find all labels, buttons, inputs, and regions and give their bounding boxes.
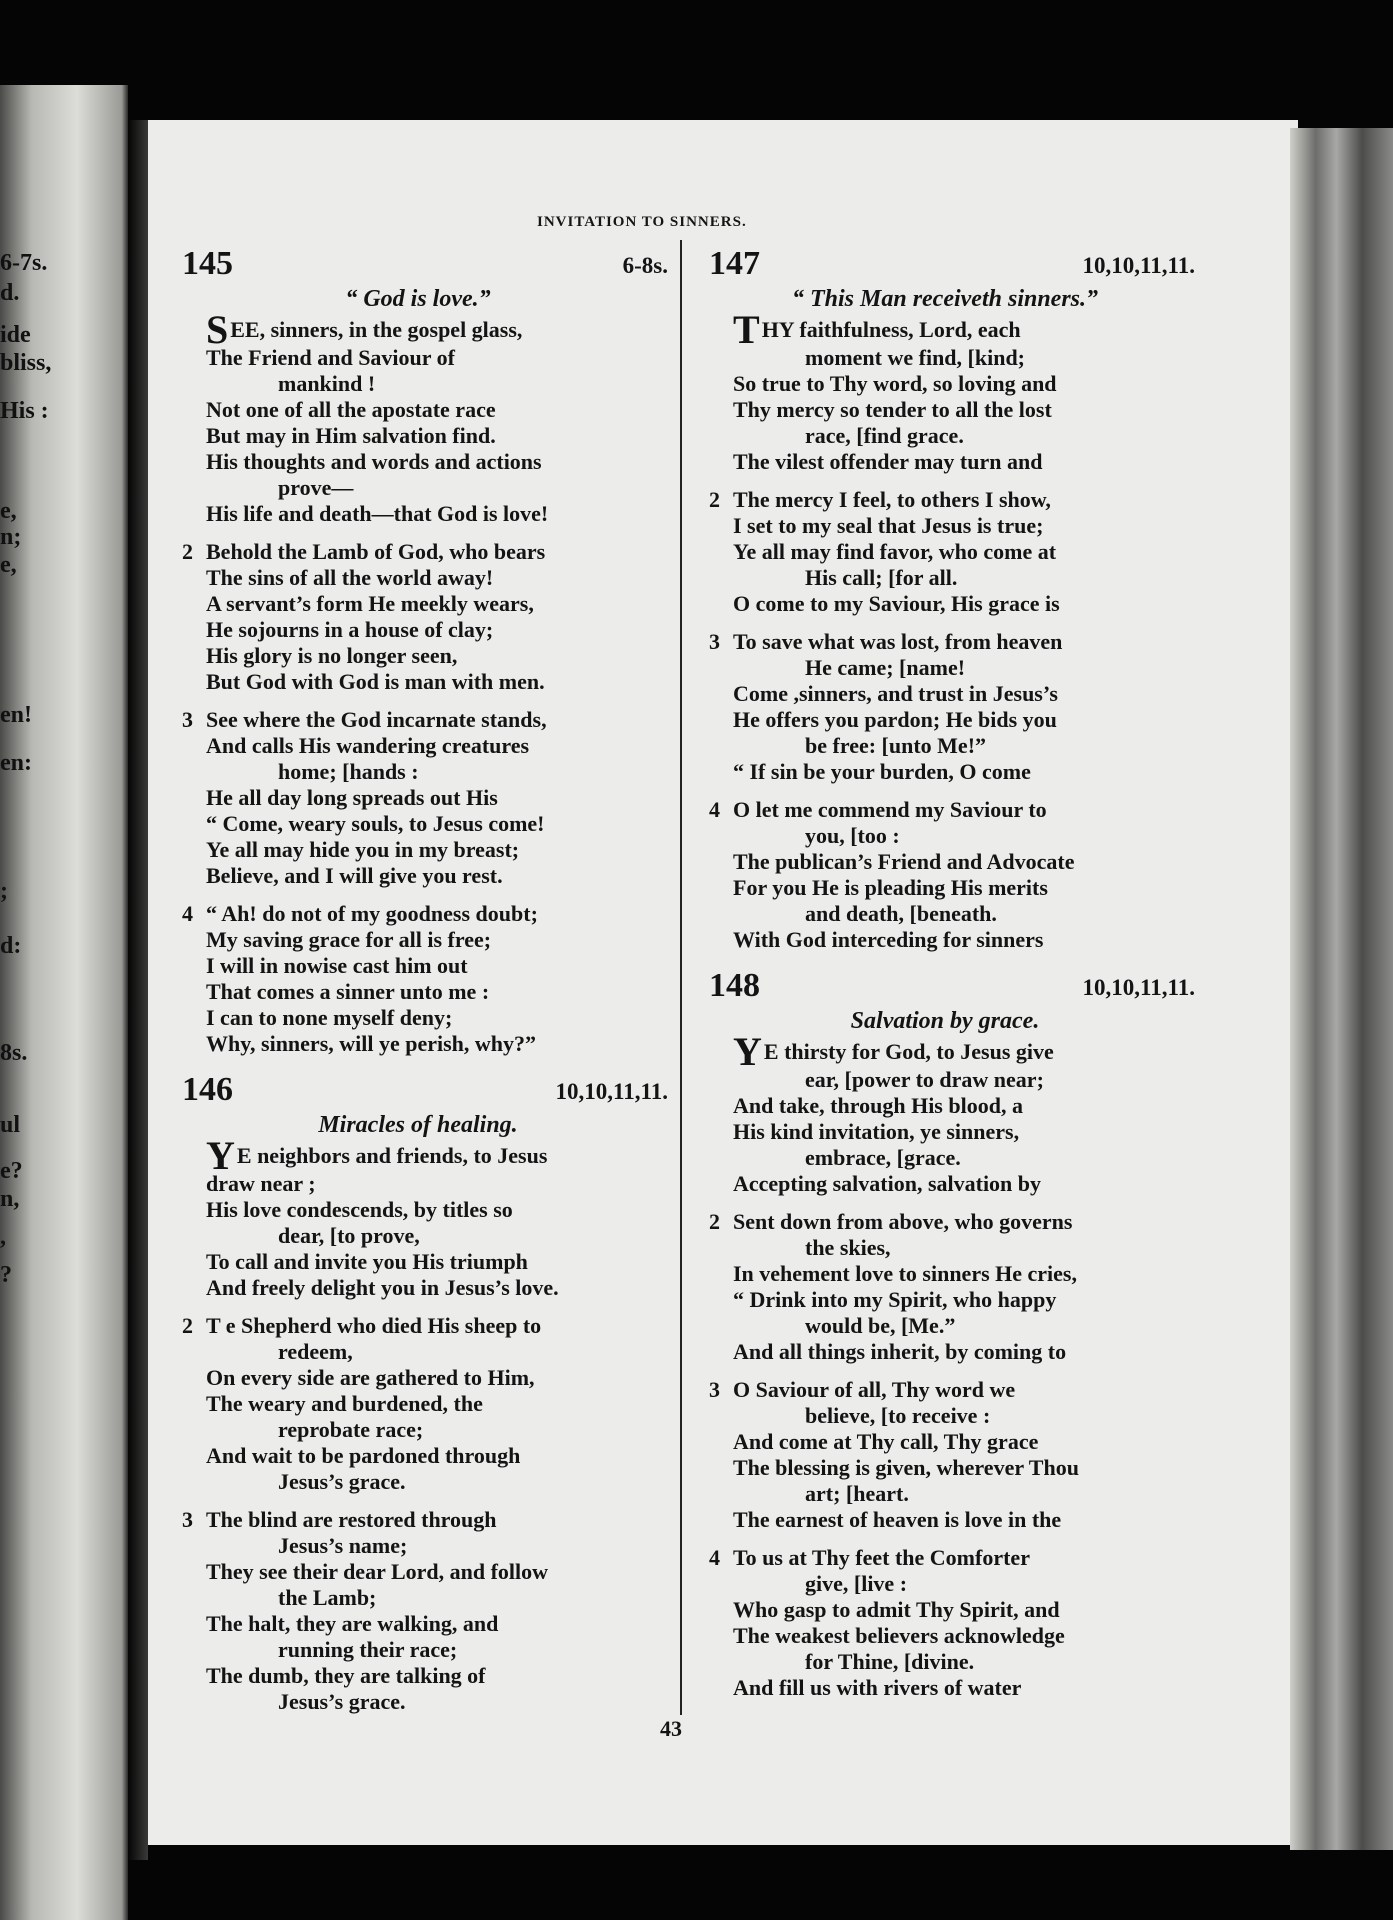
verse-line: He all day long spreads out His bbox=[206, 785, 498, 810]
stanza-number: 3 bbox=[182, 1507, 193, 1532]
verse-line: SEE, sinners, in the gospel glass, bbox=[206, 307, 523, 352]
hymn-meter: 6-8s. bbox=[622, 253, 668, 278]
verse-line: And wait to be pardoned through bbox=[206, 1443, 521, 1468]
verse-line: give, [live : bbox=[805, 1571, 908, 1596]
hymn-147 bbox=[695, 245, 1195, 953]
verse-line: Accepting salvation, salvation by bbox=[733, 1171, 1042, 1196]
verse-line: The Friend and Saviour of bbox=[206, 345, 455, 370]
verse-line: And calls His wandering creatures bbox=[206, 733, 530, 758]
stanza bbox=[695, 307, 1195, 475]
stanza bbox=[695, 1377, 1195, 1533]
left-margin-fragment: 8s. bbox=[0, 1040, 28, 1066]
hymn-meter: 10,10,11,11. bbox=[1082, 975, 1195, 1000]
verse-line: I set to my seal that Jesus is true; bbox=[733, 513, 1044, 538]
verse-line: But God with God is man with men. bbox=[206, 669, 545, 694]
verse-line: Jesus’s grace. bbox=[278, 1689, 406, 1714]
stanza-number: 4 bbox=[709, 1545, 720, 1570]
left-margin-fragment: bliss, bbox=[0, 350, 52, 376]
left-margin-fragment: e, bbox=[0, 552, 17, 578]
stanza-number: 2 bbox=[182, 539, 193, 564]
verse-line: The weary and burdened, the bbox=[206, 1391, 483, 1416]
verse-line: Not one of all the apostate race bbox=[206, 397, 496, 422]
left-margin-fragment: ide bbox=[0, 322, 31, 348]
verse-line: And freely delight you in Jesus’s love. bbox=[206, 1275, 559, 1300]
verse-line: His kind invitation, ye sinners, bbox=[733, 1119, 1020, 1144]
hymn-meter: 10,10,11,11. bbox=[555, 1079, 668, 1104]
verse-line: you, [too : bbox=[805, 823, 900, 848]
page-edge bbox=[1290, 128, 1393, 1850]
verse-line: On every side are gathered to Him, bbox=[206, 1365, 535, 1390]
left-margin-fragment: n; bbox=[0, 524, 22, 550]
verse-line: YE neighbors and friends, to Jesus bbox=[206, 1133, 548, 1178]
stanza-number: 2 bbox=[182, 1313, 193, 1338]
verse-line: art; [heart. bbox=[805, 1481, 909, 1506]
left-margin-fragment: ; bbox=[0, 878, 8, 904]
gutter-shadow bbox=[128, 120, 148, 1860]
hymn-header bbox=[168, 245, 668, 285]
verse-line: The earnest of heaven is love in the bbox=[733, 1507, 1062, 1532]
verse-line: The vilest offender may turn and bbox=[733, 449, 1043, 474]
verse-line: the Lamb; bbox=[278, 1585, 377, 1610]
drop-cap: Y bbox=[733, 1029, 762, 1074]
verse-line: His call; [for all. bbox=[805, 565, 958, 590]
left-margin-fragment: e? bbox=[0, 1158, 23, 1184]
hymn-meter: 10,10,11,11. bbox=[1082, 253, 1195, 278]
running-head: INVITATION TO SINNERS. bbox=[537, 214, 747, 230]
verse-line: T e Shepherd who died His sheep to bbox=[206, 1313, 542, 1338]
stanza bbox=[695, 1209, 1195, 1365]
verse-line: But may in Him salvation find. bbox=[206, 423, 496, 448]
verse-line: And fill us with rivers of water bbox=[733, 1675, 1022, 1700]
hymn-title: “ God is love.” bbox=[345, 286, 491, 312]
verse-line: running their race; bbox=[278, 1637, 458, 1662]
verse-line: I can to none myself deny; bbox=[206, 1005, 453, 1030]
hymn-header bbox=[168, 1071, 668, 1111]
verse-line: embrace, [grace. bbox=[805, 1145, 961, 1170]
verse-line: home; [hands : bbox=[278, 759, 419, 784]
stanza-number: 4 bbox=[182, 901, 193, 926]
page-number: 43 bbox=[660, 1716, 682, 1741]
verse-line: They see their dear Lord, and follow bbox=[206, 1559, 549, 1584]
verse-line: dear, [to prove, bbox=[278, 1223, 420, 1248]
hymn-number: 147 bbox=[709, 245, 760, 282]
verse-line: The sins of all the world away! bbox=[206, 565, 494, 590]
stanza bbox=[695, 797, 1195, 953]
verse-line: That comes a sinner unto me : bbox=[206, 979, 490, 1004]
verse-line: The weakest believers acknowledge bbox=[733, 1623, 1065, 1648]
verse-line: mankind ! bbox=[278, 371, 376, 396]
verse-line: “ Drink into my Spirit, who happy bbox=[733, 1287, 1057, 1312]
column-divider bbox=[680, 240, 682, 1715]
stanza bbox=[168, 1507, 668, 1715]
verse-line: In vehement love to sinners He cries, bbox=[733, 1261, 1077, 1286]
verse-line: The dumb, they are talking of bbox=[206, 1663, 486, 1688]
hymn-title: “ This Man receiveth sinners.” bbox=[791, 286, 1099, 312]
verse-line: The publican’s Friend and Advocate bbox=[733, 849, 1075, 874]
verse-line: Behold the Lamb of God, who bears bbox=[206, 539, 546, 564]
stanza-number: 4 bbox=[709, 797, 720, 822]
hymn-title: Salvation by grace. bbox=[850, 1008, 1040, 1034]
stanza bbox=[168, 707, 668, 889]
stanza bbox=[168, 307, 668, 527]
verse-line: His love condescends, by titles so bbox=[206, 1197, 513, 1222]
verse-line: He offers you pardon; He bids you bbox=[733, 707, 1057, 732]
verse-line: O Saviour of all, Thy word we bbox=[733, 1377, 1016, 1402]
stanza bbox=[695, 1545, 1195, 1701]
hymn-145 bbox=[168, 245, 668, 1057]
hymn-header bbox=[695, 245, 1195, 285]
verse-line: With God interceding for sinners bbox=[733, 927, 1044, 952]
left-margin-fragment: ? bbox=[0, 1262, 12, 1288]
verse-line: The blessing is given, wherever Thou bbox=[733, 1455, 1079, 1480]
verse-line: ear, [power to draw near; bbox=[805, 1067, 1044, 1092]
verse-line: race, [find grace. bbox=[805, 423, 964, 448]
verse-line: And take, through His blood, a bbox=[733, 1093, 1023, 1118]
verse-line: prove— bbox=[278, 475, 354, 500]
left-margin-fragment: d: bbox=[0, 933, 22, 959]
verse-line: would be, [Me.” bbox=[805, 1313, 956, 1338]
verse-line: He came; [name! bbox=[805, 655, 966, 680]
stanza bbox=[168, 539, 668, 695]
verse-line: YE thirsty for God, to Jesus give bbox=[733, 1029, 1054, 1074]
verse-line: Ye all may hide you in my breast; bbox=[206, 837, 520, 862]
stanza bbox=[168, 1313, 668, 1495]
stanza bbox=[695, 487, 1195, 617]
verse-line: To save what was lost, from heaven bbox=[733, 629, 1063, 654]
verse-line: “ Come, weary souls, to Jesus come! bbox=[206, 811, 545, 836]
left-margin-fragment: 6-7s. bbox=[0, 250, 48, 276]
verse-line: be free: [unto Me!” bbox=[805, 733, 987, 758]
hymn-header bbox=[695, 967, 1195, 1007]
verse-line: O let me commend my Saviour to bbox=[733, 797, 1047, 822]
left-column bbox=[168, 245, 668, 1729]
stanza bbox=[168, 1133, 668, 1301]
verse-line: And all things inherit, by coming to bbox=[733, 1339, 1067, 1364]
stanza bbox=[695, 629, 1195, 785]
verse-line: The halt, they are walking, and bbox=[206, 1611, 499, 1636]
left-margin-fragment: en: bbox=[0, 750, 32, 776]
right-column bbox=[695, 245, 1195, 1715]
verse-line: believe, [to receive : bbox=[805, 1403, 991, 1428]
drop-cap: Y bbox=[206, 1133, 235, 1178]
verse-line: Who gasp to admit Thy Spirit, and bbox=[733, 1597, 1060, 1622]
verse-line: So true to Thy word, so loving and bbox=[733, 371, 1057, 396]
hymn-148 bbox=[695, 967, 1195, 1701]
verse-line: Why, sinners, will ye perish, why?” bbox=[206, 1031, 537, 1056]
verse-line: To call and invite you His triumph bbox=[206, 1249, 528, 1274]
hymn-title: Miracles of healing. bbox=[318, 1112, 518, 1138]
verse-line: The mercy I feel, to others I show, bbox=[733, 487, 1051, 512]
verse-line: Jesus’s grace. bbox=[278, 1469, 406, 1494]
verse-line: redeem, bbox=[278, 1339, 353, 1364]
verse-line: His thoughts and words and actions bbox=[206, 449, 542, 474]
stanza-number: 3 bbox=[709, 629, 720, 654]
verse-line: moment we find, [kind; bbox=[805, 345, 1026, 370]
hymn-number: 146 bbox=[182, 1071, 233, 1108]
verse-line: Thy mercy so tender to all the lost bbox=[733, 397, 1052, 422]
verse-line: The blind are restored through bbox=[206, 1507, 497, 1532]
verse-line: for Thine, [divine. bbox=[805, 1649, 975, 1674]
verse-line: My saving grace for all is free; bbox=[206, 927, 492, 952]
verse-line: Sent down from above, who governs bbox=[733, 1209, 1073, 1234]
verse-line: Come ,sinners, and trust in Jesus’s bbox=[733, 681, 1058, 706]
verse-line: the skies, bbox=[805, 1235, 891, 1260]
left-margin-fragment: d. bbox=[0, 280, 20, 306]
verse-line: Believe, and I will give you rest. bbox=[206, 863, 503, 888]
verse-line: He sojourns in a house of clay; bbox=[206, 617, 494, 642]
stanza bbox=[695, 1029, 1195, 1197]
left-margin-fragment: en! bbox=[0, 702, 32, 728]
hymn-number: 148 bbox=[709, 967, 760, 1004]
left-margin-fragment: e, bbox=[0, 498, 17, 524]
verse-line: and death, [beneath. bbox=[805, 901, 997, 926]
verse-line: reprobate race; bbox=[278, 1417, 424, 1442]
stanza-number: 2 bbox=[709, 487, 720, 512]
verse-line: THY faithfulness, Lord, each bbox=[733, 307, 1021, 352]
verse-line: Ye all may find favor, who come at bbox=[733, 539, 1057, 564]
left-margin-fragment: ul bbox=[0, 1112, 21, 1138]
left-margin-fragment: His : bbox=[0, 398, 49, 424]
left-margin-fragment: n, bbox=[0, 1186, 20, 1212]
left-margin-fragment: , bbox=[0, 1224, 6, 1250]
verse-line: And come at Thy call, Thy grace bbox=[733, 1429, 1039, 1454]
stanza-number: 3 bbox=[182, 707, 193, 732]
verse-line: draw near ; bbox=[206, 1171, 316, 1196]
verse-line: His glory is no longer seen, bbox=[206, 643, 458, 668]
verse-line: Jesus’s name; bbox=[278, 1533, 408, 1558]
verse-line: A servant’s form He meekly wears, bbox=[206, 591, 534, 616]
verse-line: See where the God incarnate stands, bbox=[206, 707, 547, 732]
verse-line: I will in nowise cast him out bbox=[206, 953, 468, 978]
verse-line: To us at Thy feet the Comforter bbox=[733, 1545, 1030, 1570]
verse-line: His life and death—that God is love! bbox=[206, 501, 549, 526]
verse-line: “ If sin be your burden, O come bbox=[733, 759, 1031, 784]
verse-line: “ Ah! do not of my goodness doubt; bbox=[206, 901, 538, 926]
verse-line: For you He is pleading His merits bbox=[733, 875, 1048, 900]
drop-cap: S bbox=[206, 307, 229, 352]
verse-line: O come to my Saviour, His grace is bbox=[733, 591, 1060, 616]
hymn-146 bbox=[168, 1071, 668, 1715]
drop-cap: T bbox=[733, 307, 760, 352]
hymn-number: 145 bbox=[182, 245, 233, 282]
stanza-number: 3 bbox=[709, 1377, 720, 1402]
stanza-number: 2 bbox=[709, 1209, 720, 1234]
stanza bbox=[168, 901, 668, 1057]
